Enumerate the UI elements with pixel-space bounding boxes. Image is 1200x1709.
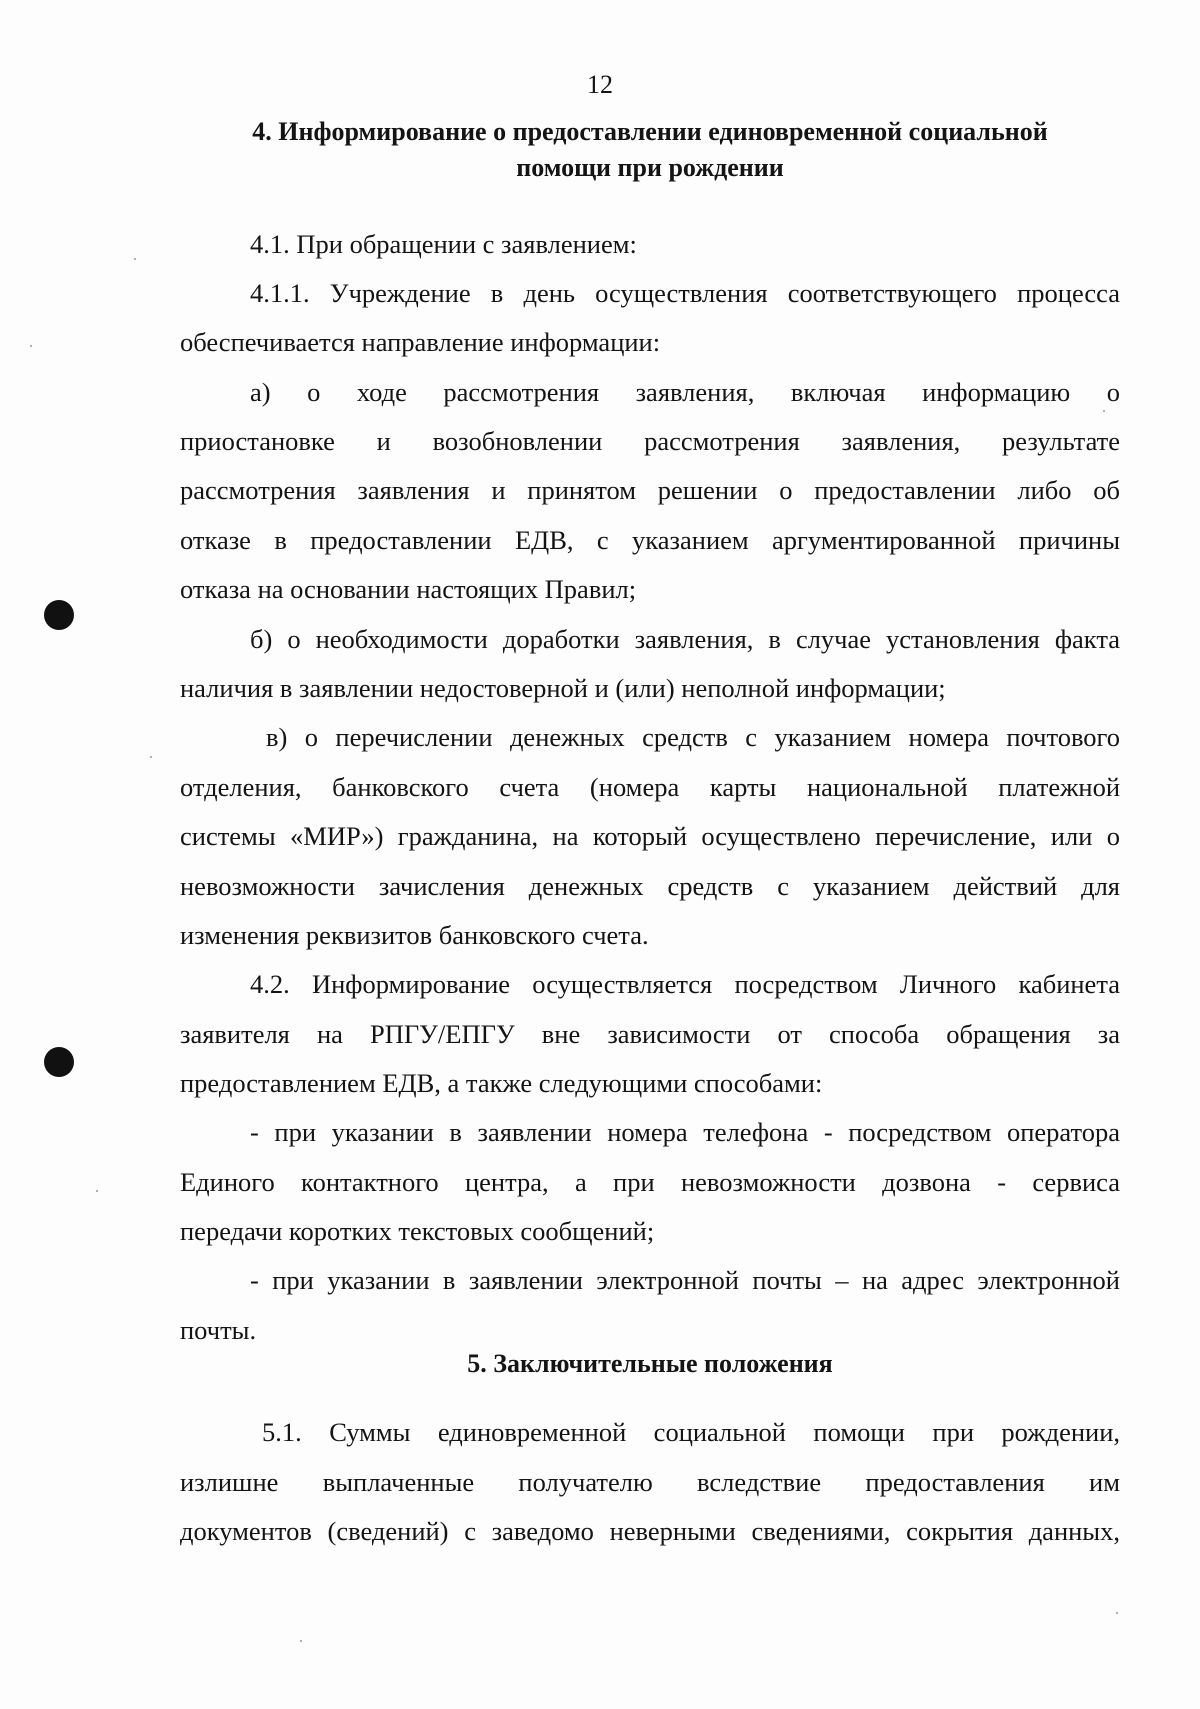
- paragraph-4-1-1-line: обеспечивается направление информации:: [180, 327, 661, 357]
- phone-item-line: Единого контактного центра, а при невозможности дозвона - сервиса: [180, 1167, 1120, 1197]
- item-v-line: отделения, банковского счета (номера карты национальной платежной: [180, 772, 1120, 802]
- paragraph-5-1-line: излишне выплаченные получателю вследствие предоставления им: [180, 1467, 1120, 1497]
- paragraph-5-1-line: документов (сведений) с заведомо неверными сведениями, сокрытия данных,: [180, 1516, 1120, 1546]
- paragraph-5-1-line: 5.1. Суммы единовременной социальной помощи при рождении,: [262, 1417, 1120, 1447]
- email-item-line: почты.: [180, 1315, 257, 1345]
- scan-speck: [300, 1640, 302, 1642]
- scan-speck: [1116, 1612, 1118, 1614]
- item-a-line: рассмотрения заявления и принятом решении о предоставлении либо об: [180, 475, 1120, 505]
- scan-speck: [96, 1190, 98, 1192]
- item-v-line: невозможности зачисления денежных средств с указанием действий для: [180, 871, 1120, 901]
- paragraph-4-2-line: предоставлением ЕДВ, а также следующими способами:: [180, 1068, 823, 1098]
- item-a-line: а) о ходе рассмотрения заявления, включая информацию о: [250, 377, 1120, 407]
- phone-item-line: передачи коротких текстовых сообщений;: [180, 1216, 655, 1246]
- paragraph-4-1: 4.1. При обращении с заявлением:: [250, 229, 637, 259]
- item-a-line: отказа на основании настоящих Правил;: [180, 574, 637, 604]
- item-a-line: приостановке и возобновлении рассмотрения заявления, результате: [180, 426, 1120, 456]
- page-number: 12: [587, 70, 613, 99]
- punch-hole-mark: [44, 1047, 74, 1077]
- punch-hole-mark: [44, 600, 74, 630]
- paragraph-4-1-1-line: 4.1.1. Учреждение в день осуществления соответствующего процесса: [250, 278, 1120, 308]
- item-b-line: наличия в заявлении недостоверной и (или) неполной информации;: [180, 673, 946, 703]
- item-v-line: изменения реквизитов банковского счета.: [180, 920, 649, 950]
- scan-speck: [134, 258, 136, 260]
- item-b-line: б) о необходимости доработки заявления, в случае установления факта: [250, 624, 1120, 654]
- section-4-heading-line-2: помощи при рождении: [516, 153, 784, 182]
- scan-speck: [150, 756, 152, 758]
- paragraph-4-2-line: заявителя на РПГУ/ЕПГУ вне зависимости от способа обращения за: [180, 1019, 1120, 1049]
- section-5-heading: 5. Заключительные положения: [467, 1349, 833, 1378]
- email-item-line: - при указании в заявлении электронной почты – на адрес электронной: [250, 1265, 1120, 1295]
- item-v-line: системы «МИР») гражданина, на который осуществлено перечисление, или о: [180, 821, 1120, 851]
- scan-speck: [1103, 410, 1105, 412]
- item-a-line: отказе в предоставлении ЕДВ, с указанием аргументированной причины: [180, 525, 1120, 555]
- item-v-line: в) о перечислении денежных средств с указанием номера почтового: [266, 722, 1120, 752]
- phone-item-line: - при указании в заявлении номера телефона - посредством оператора: [250, 1117, 1120, 1147]
- section-4-heading: [180, 114, 1120, 186]
- section-4-heading-line-1: 4. Информирование о предоставлении единовременной социальной: [252, 117, 1048, 146]
- paragraph-4-2-line: 4.2. Информирование осуществляется посредством Личного кабинета: [250, 969, 1120, 999]
- scan-speck: [30, 345, 32, 347]
